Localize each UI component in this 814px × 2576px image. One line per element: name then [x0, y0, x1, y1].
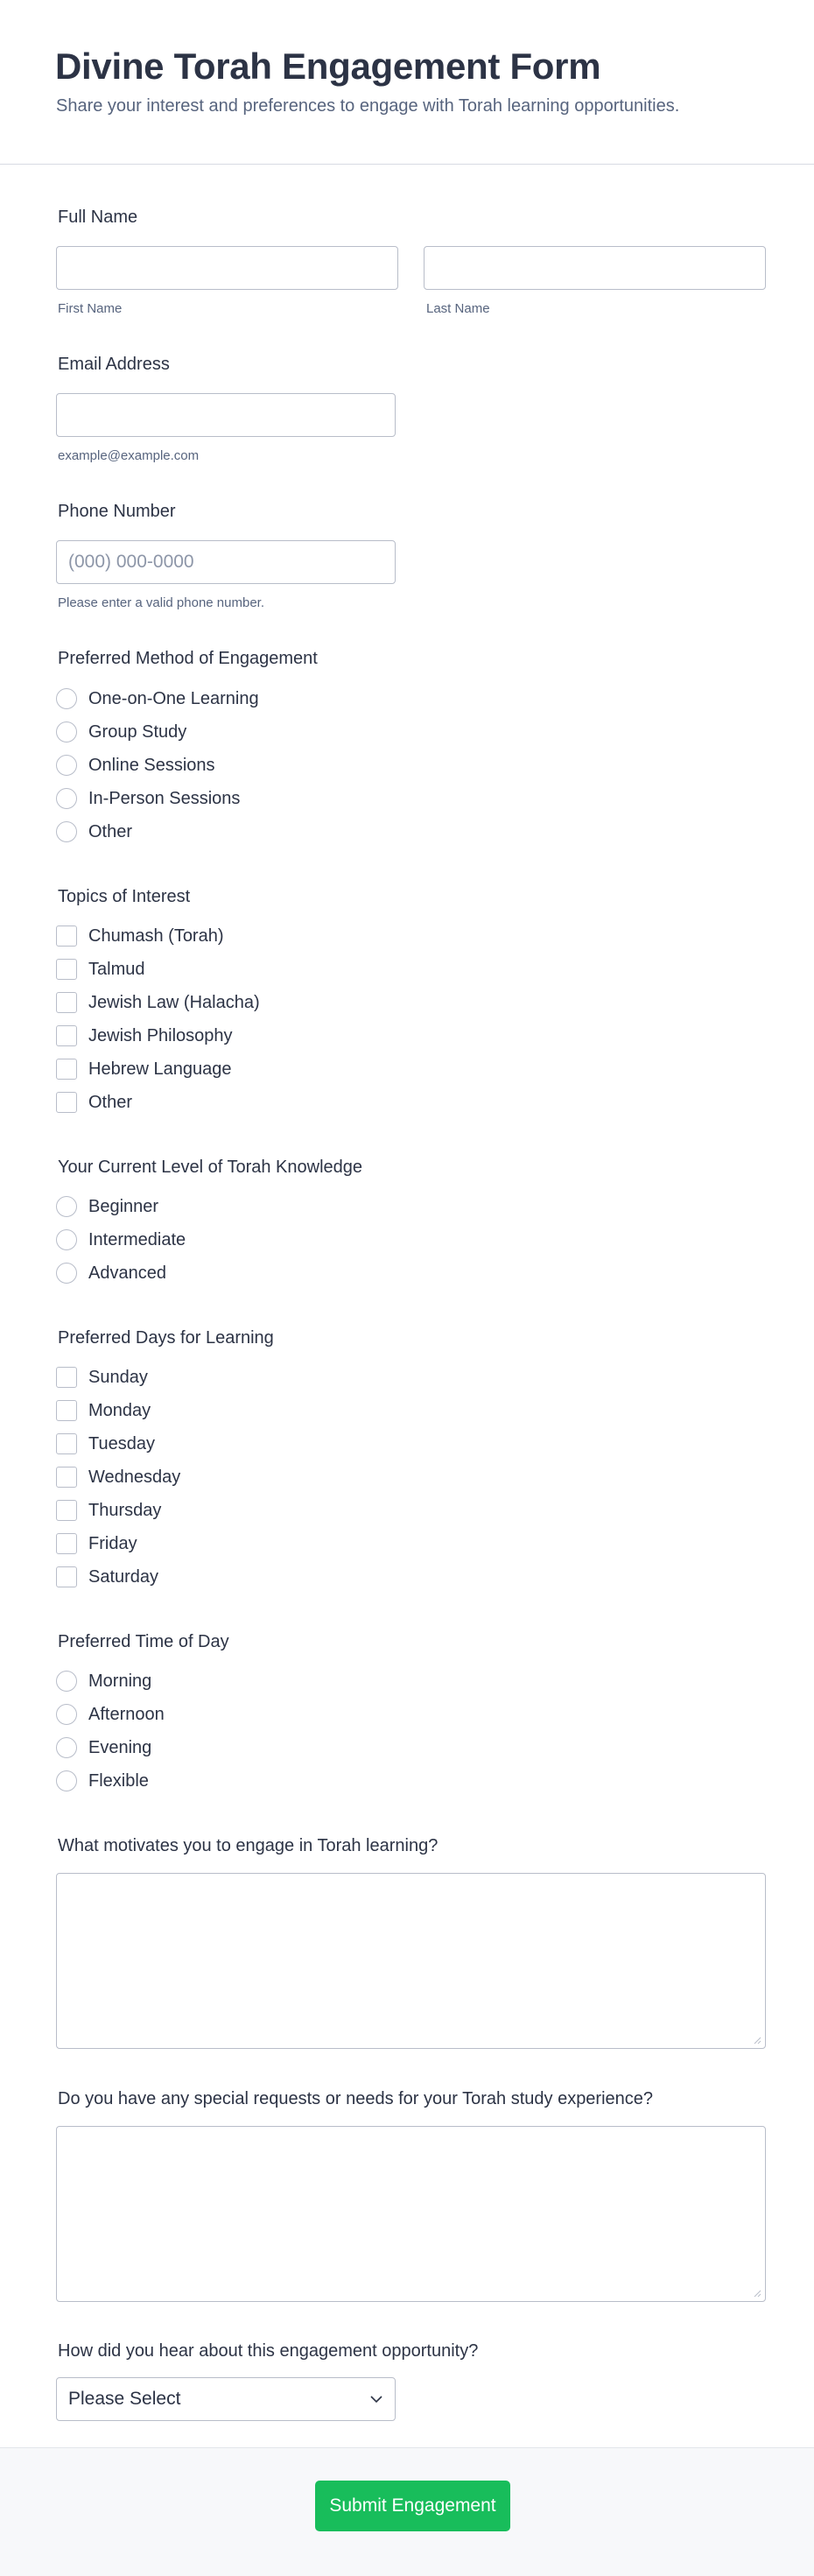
option-label: Morning: [88, 1671, 152, 1691]
first-name-input[interactable]: [56, 246, 398, 290]
checkbox[interactable]: [56, 1433, 77, 1454]
radio-button[interactable]: [56, 721, 77, 743]
checkbox[interactable]: [56, 1400, 77, 1421]
email-label: Email Address: [58, 355, 170, 374]
day-option[interactable]: [56, 1498, 161, 1523]
topic-option[interactable]: [56, 924, 224, 948]
option-label: Jewish Law (Halacha): [88, 992, 260, 1012]
checkbox[interactable]: [56, 1500, 77, 1521]
topic-option[interactable]: [56, 957, 144, 982]
time-option[interactable]: [56, 1669, 151, 1693]
email-input[interactable]: [56, 393, 396, 437]
radio-button[interactable]: [56, 821, 77, 842]
time-option[interactable]: [56, 1769, 149, 1793]
option-label: Chumash (Torah): [88, 926, 224, 946]
checkbox[interactable]: [56, 926, 77, 947]
day-option[interactable]: [56, 1565, 158, 1589]
referral-label: How did you hear about this engagement opportunity?: [58, 2341, 479, 2361]
full-name-label: Full Name: [58, 208, 138, 227]
option-label: Thursday: [88, 1500, 162, 1520]
option-label: Talmud: [88, 959, 145, 979]
day-option[interactable]: [56, 1365, 148, 1390]
radio-button[interactable]: [56, 1671, 77, 1692]
option-label: In-Person Sessions: [88, 788, 241, 808]
option-label: Intermediate: [88, 1229, 186, 1249]
option-label: Afternoon: [88, 1704, 165, 1724]
email-sublabel: example@example.com: [58, 448, 200, 463]
time-option[interactable]: [56, 1735, 151, 1760]
day-option[interactable]: [56, 1465, 180, 1489]
first-name-sublabel: First Name: [58, 301, 123, 316]
checkbox[interactable]: [56, 1533, 77, 1554]
topics-label: Topics of Interest: [58, 887, 191, 906]
select-value: Please Select: [68, 2389, 181, 2409]
option-label: Hebrew Language: [88, 1059, 232, 1079]
special-requests-textarea[interactable]: [56, 2126, 766, 2302]
topic-option[interactable]: [56, 1057, 231, 1081]
checkbox[interactable]: [56, 1059, 77, 1080]
option-label: Beginner: [88, 1196, 159, 1216]
special-requests-label: Do you have any special requests or needs for your Torah study experience?: [58, 2089, 654, 2108]
option-label: Saturday: [88, 1566, 159, 1587]
topic-option[interactable]: [56, 1024, 233, 1048]
engagement-option[interactable]: [56, 753, 215, 778]
radio-button[interactable]: [56, 1229, 77, 1250]
option-label: Evening: [88, 1737, 152, 1757]
phone-label: Phone Number: [58, 502, 176, 521]
checkbox[interactable]: [56, 959, 77, 980]
option-label: Other: [88, 1092, 133, 1112]
last-name-input[interactable]: [424, 246, 766, 290]
motivation-textarea[interactable]: [56, 1873, 766, 2049]
radio-button[interactable]: [56, 1196, 77, 1217]
checkbox[interactable]: [56, 1566, 77, 1587]
checkbox[interactable]: [56, 1467, 77, 1488]
days-label: Preferred Days for Learning: [58, 1328, 274, 1348]
checkbox[interactable]: [56, 1025, 77, 1046]
engagement-option[interactable]: [56, 820, 132, 844]
checkbox[interactable]: [56, 1367, 77, 1388]
phone-input[interactable]: [56, 540, 396, 584]
knowledge-option[interactable]: [56, 1228, 186, 1252]
radio-button[interactable]: [56, 1704, 77, 1725]
radio-button[interactable]: [56, 1737, 77, 1758]
form-subtitle: Share your interest and preferences to engage with Torah learning opportunities.: [56, 96, 680, 116]
topic-option[interactable]: [56, 990, 260, 1015]
last-name-sublabel: Last Name: [426, 301, 490, 316]
engagement-option[interactable]: [56, 720, 186, 744]
engagement-method-label: Preferred Method of Engagement: [58, 649, 318, 668]
checkbox[interactable]: [56, 992, 77, 1013]
radio-button[interactable]: [56, 1770, 77, 1791]
referral-select[interactable]: [56, 2377, 396, 2421]
checkbox[interactable]: [56, 1092, 77, 1113]
motivation-label: What motivates you to engage in Torah learning?: [58, 1836, 439, 1855]
day-option[interactable]: [56, 1398, 151, 1423]
option-label: Jewish Philosophy: [88, 1025, 233, 1045]
radio-button[interactable]: [56, 788, 77, 809]
submit-button[interactable]: Submit Engagement: [315, 2481, 510, 2531]
option-label: Monday: [88, 1400, 151, 1420]
option-label: Flexible: [88, 1770, 149, 1791]
time-option[interactable]: [56, 1702, 165, 1727]
engagement-option[interactable]: [56, 786, 240, 811]
resize-handle-icon[interactable]: [753, 2036, 761, 2045]
radio-button[interactable]: [56, 755, 77, 776]
option-label: Sunday: [88, 1367, 148, 1387]
option-label: Tuesday: [88, 1433, 155, 1453]
phone-sublabel: Please enter a valid phone number.: [58, 595, 264, 610]
topic-option[interactable]: [56, 1090, 132, 1115]
day-option[interactable]: [56, 1531, 137, 1556]
knowledge-option[interactable]: [56, 1194, 158, 1219]
option-label: Group Study: [88, 721, 187, 742]
form-title: Divine Torah Engagement Form: [55, 46, 601, 87]
day-option[interactable]: [56, 1432, 155, 1456]
chevron-down-icon: [369, 2395, 383, 2404]
time-of-day-label: Preferred Time of Day: [58, 1632, 229, 1651]
knowledge-option[interactable]: [56, 1261, 166, 1285]
option-label: Other: [88, 821, 133, 841]
option-label: Advanced: [88, 1263, 166, 1283]
radio-button[interactable]: [56, 688, 77, 709]
radio-button[interactable]: [56, 1263, 77, 1284]
knowledge-level-label: Your Current Level of Torah Knowledge: [58, 1158, 363, 1177]
option-label: One-on-One Learning: [88, 688, 259, 708]
resize-handle-icon[interactable]: [753, 2289, 761, 2298]
engagement-option[interactable]: [56, 686, 259, 711]
form-header: [0, 0, 814, 165]
option-label: Friday: [88, 1533, 137, 1553]
option-label: Wednesday: [88, 1467, 181, 1487]
option-label: Online Sessions: [88, 755, 215, 775]
